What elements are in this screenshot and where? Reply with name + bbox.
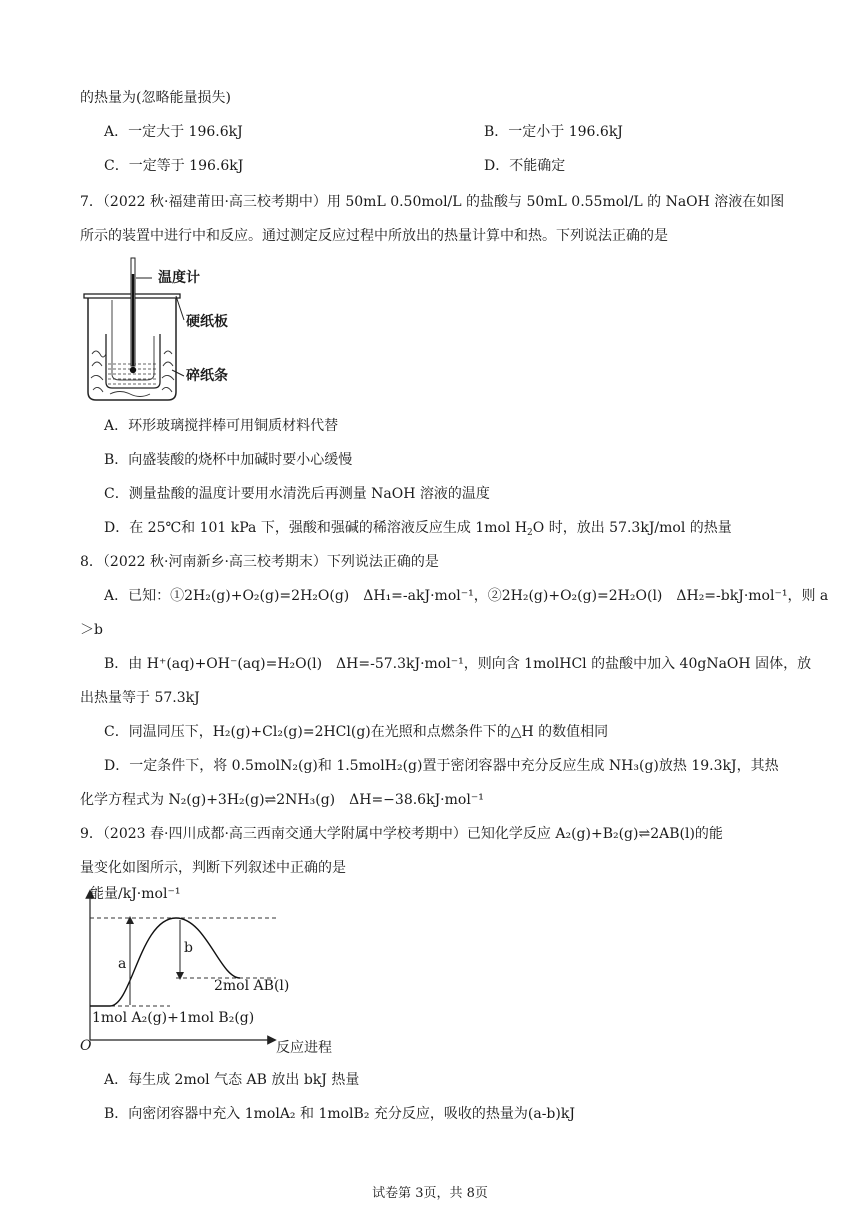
q9-stem-line-2: 量变化如图所示，判断下列叙述中正确的是 bbox=[80, 860, 346, 876]
label-cardboard: 硬纸板 bbox=[186, 314, 228, 330]
q8-option-b-line-2: 出热量等于 57.3kJ bbox=[80, 690, 200, 706]
label-paper-shreds: 碎纸条 bbox=[186, 368, 228, 384]
q7-stem: 用 50mL 0.50mol/L 的盐酸与 50mL 0.55mol/L 的 NaOH 溶液在如图 bbox=[326, 194, 785, 210]
q9-stem-line-1: 9．（2023 春·四川成都·高三西南交通大学附属中学校考期中）已知化学反应 A₂(g)+B₂(g)⇌2AB(l)的能 bbox=[80, 826, 723, 842]
q7-stem-line-2: 所示的装置中进行中和反应。通过测定反应过程中所放出的热量计算中和热。下列说法正确的是 bbox=[80, 228, 668, 244]
page-footer: 试卷第 3页，共 8页 bbox=[372, 1186, 488, 1201]
label-b: b bbox=[184, 940, 193, 956]
x-axis-label: 反应进程 bbox=[276, 1040, 332, 1056]
energy-diagram bbox=[80, 884, 370, 1060]
q7-option-a: A．环形玻璃搅拌棒可用铜质材料代替 bbox=[104, 418, 339, 434]
q7-stem-line-1 bbox=[80, 192, 784, 212]
q9-option-b: B．向密闭容器中充入 1molA₂ 和 1molB₂ 充分反应，吸收的热量为(a-b)kJ bbox=[104, 1106, 575, 1122]
q7-option-c: C．测量盐酸的温度计要用水清洗后再测量 NaOH 溶液的温度 bbox=[104, 486, 490, 502]
reactant-label: 1mol A₂(g)+1mol B₂(g) bbox=[92, 1010, 255, 1026]
q8-option-d-line-2: 化学方程式为 N₂(g)+3H₂(g)⇌2NH₃(g) ΔH=−38.6kJ·mol⁻¹ bbox=[80, 792, 484, 808]
q8-option-d-line-1: D．一定条件下，将 0.5molN₂(g)和 1.5molH₂(g)置于密闭容器中充分反应生成 NH₃(g)放热 19.3kJ，其热 bbox=[104, 758, 779, 774]
q6-options-row-1 bbox=[104, 122, 764, 142]
q8-source: （2022 秋·河南新乡·高三校考期末） bbox=[102, 554, 327, 570]
q6-option-a: A．一定大于 196.6kJ bbox=[104, 124, 243, 140]
q6-option-d: D．不能确定 bbox=[484, 158, 566, 174]
q8-option-a-line-1: A．已知：①2H₂(g)+O₂(g)=2H₂O(g) ΔH₁=-akJ·mol⁻¹，②2H₂(g)+O₂(g)=2H₂O(l) ΔH₂=-bkJ·mol⁻¹，则 a bbox=[104, 588, 829, 604]
q9-number: 9． bbox=[80, 826, 103, 842]
q8-option-b-line-1: B．由 H⁺(aq)+OH⁻(aq)=H₂O(l) ΔH=-57.3kJ·mol⁻¹，则向含 1molHCl 的盐酸中加入 40gNaOH 固体，放 bbox=[104, 656, 812, 672]
label-thermometer: 温度计 bbox=[158, 270, 200, 286]
origin-label: O bbox=[80, 1038, 92, 1054]
q8-number: 8． bbox=[80, 554, 103, 570]
q7-option-b: B．向盛装酸的烧杯中加碱时要小心缓慢 bbox=[104, 452, 353, 468]
q9-option-a: A．每生成 2mol 气态 AB 放出 bkJ 热量 bbox=[104, 1072, 360, 1088]
q6-option-b: B．一定小于 196.6kJ bbox=[484, 124, 623, 140]
product-label: 2mol AB(l) bbox=[214, 978, 290, 994]
q6-options-row-2 bbox=[104, 156, 764, 176]
q6-tail: 的热量为(忽略能量损失) bbox=[80, 90, 231, 106]
y-axis-label: 能量/kJ·mol⁻¹ bbox=[90, 886, 181, 902]
label-a: a bbox=[118, 956, 127, 972]
q8-option-a-line-2: ＞b bbox=[80, 622, 103, 638]
q6-option-c: C．一定等于 196.6kJ bbox=[104, 158, 244, 174]
calorimeter-figure bbox=[80, 254, 270, 404]
q8-stem: 8．（2022 秋·河南新乡·高三校考期末）下列说法正确的是 bbox=[80, 554, 439, 570]
q7-source: （2022 秋·福建莆田·高三校考期中） bbox=[102, 194, 327, 210]
q7-number: 7． bbox=[80, 194, 103, 210]
q9-source: （2023 春·四川成都·高三西南交通大学附属中学校考期中） bbox=[102, 826, 467, 842]
q8-option-c: C．同温同压下，H₂(g)+Cl₂(g)=2HCl(g)在光照和点燃条件下的△H 的数值相同 bbox=[104, 724, 609, 740]
q7-option-d: D．在 25℃和 101 kPa 下，强酸和强碱的稀溶液反应生成 1mol $H_2O$ 时，放出 57.3kJ/mol 的热量 bbox=[104, 520, 732, 538]
